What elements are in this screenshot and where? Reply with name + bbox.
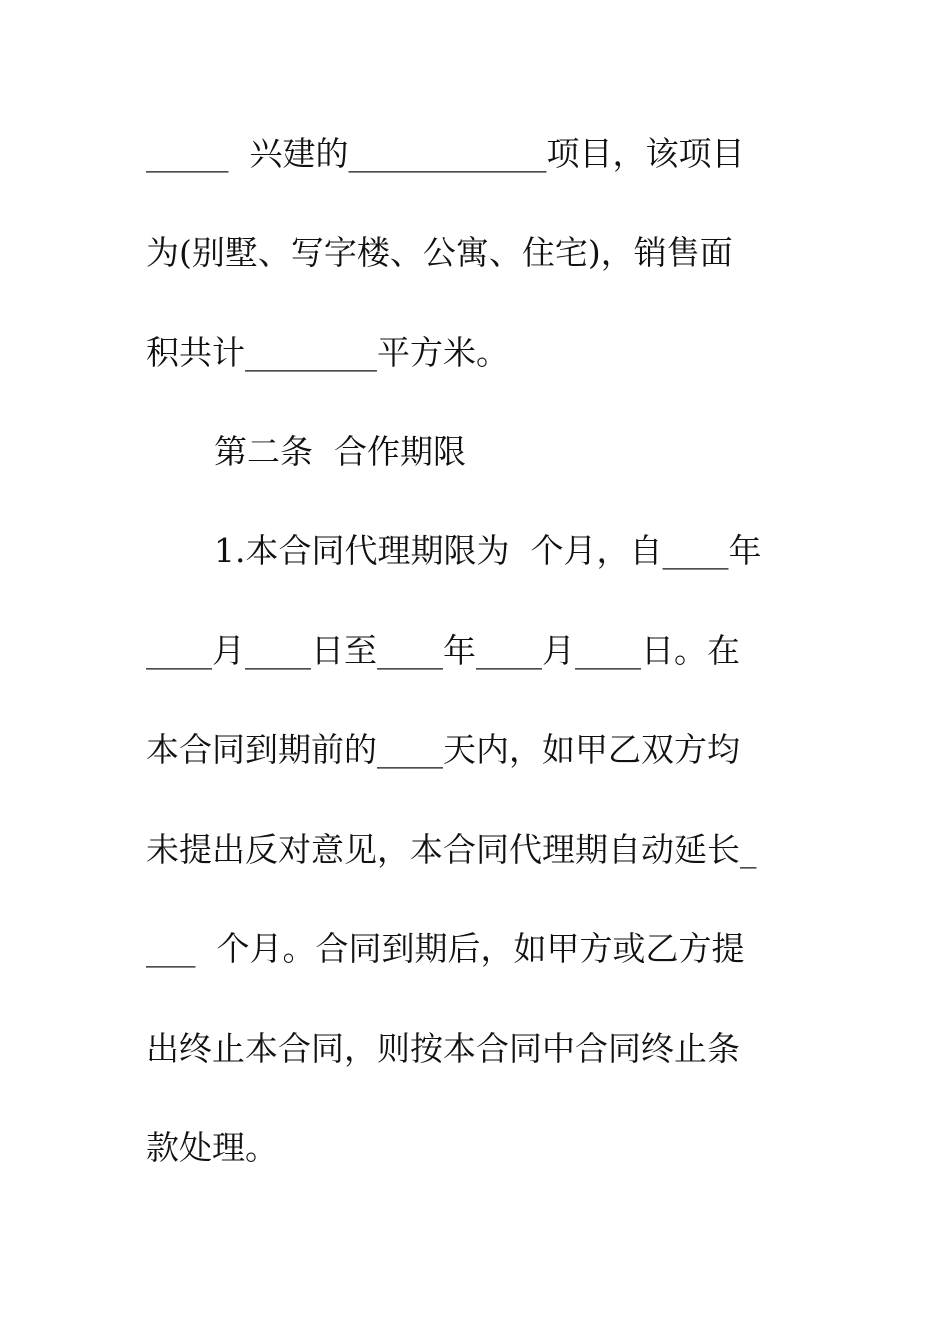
text-line: 出终止本合同，则按本合同中合同终止条 [146,1029,740,1068]
text-line: ____月____日至____年____月____日。在 [146,631,740,670]
text-line: 本合同到期前的____天内，如甲乙双方均 [146,730,740,769]
text-line: _____ 兴建的____________项目，该项目 [146,134,745,173]
text-line: ___ 个月。合同到期后，如甲方或乙方提 [146,929,745,968]
section-heading: 第二条 合作期限 [214,432,466,471]
text-line: 款处理。 [146,1128,278,1167]
text-line: 为(别墅、写字楼、公寓、住宅)，销售面 [146,233,733,272]
text-line: 1.本合同代理期限为 个月，自____年 [214,531,762,570]
text-line: 未提出反对意见，本合同代理期自动延长_ [146,830,757,869]
text-line: 积共计________平方米。 [146,333,509,372]
